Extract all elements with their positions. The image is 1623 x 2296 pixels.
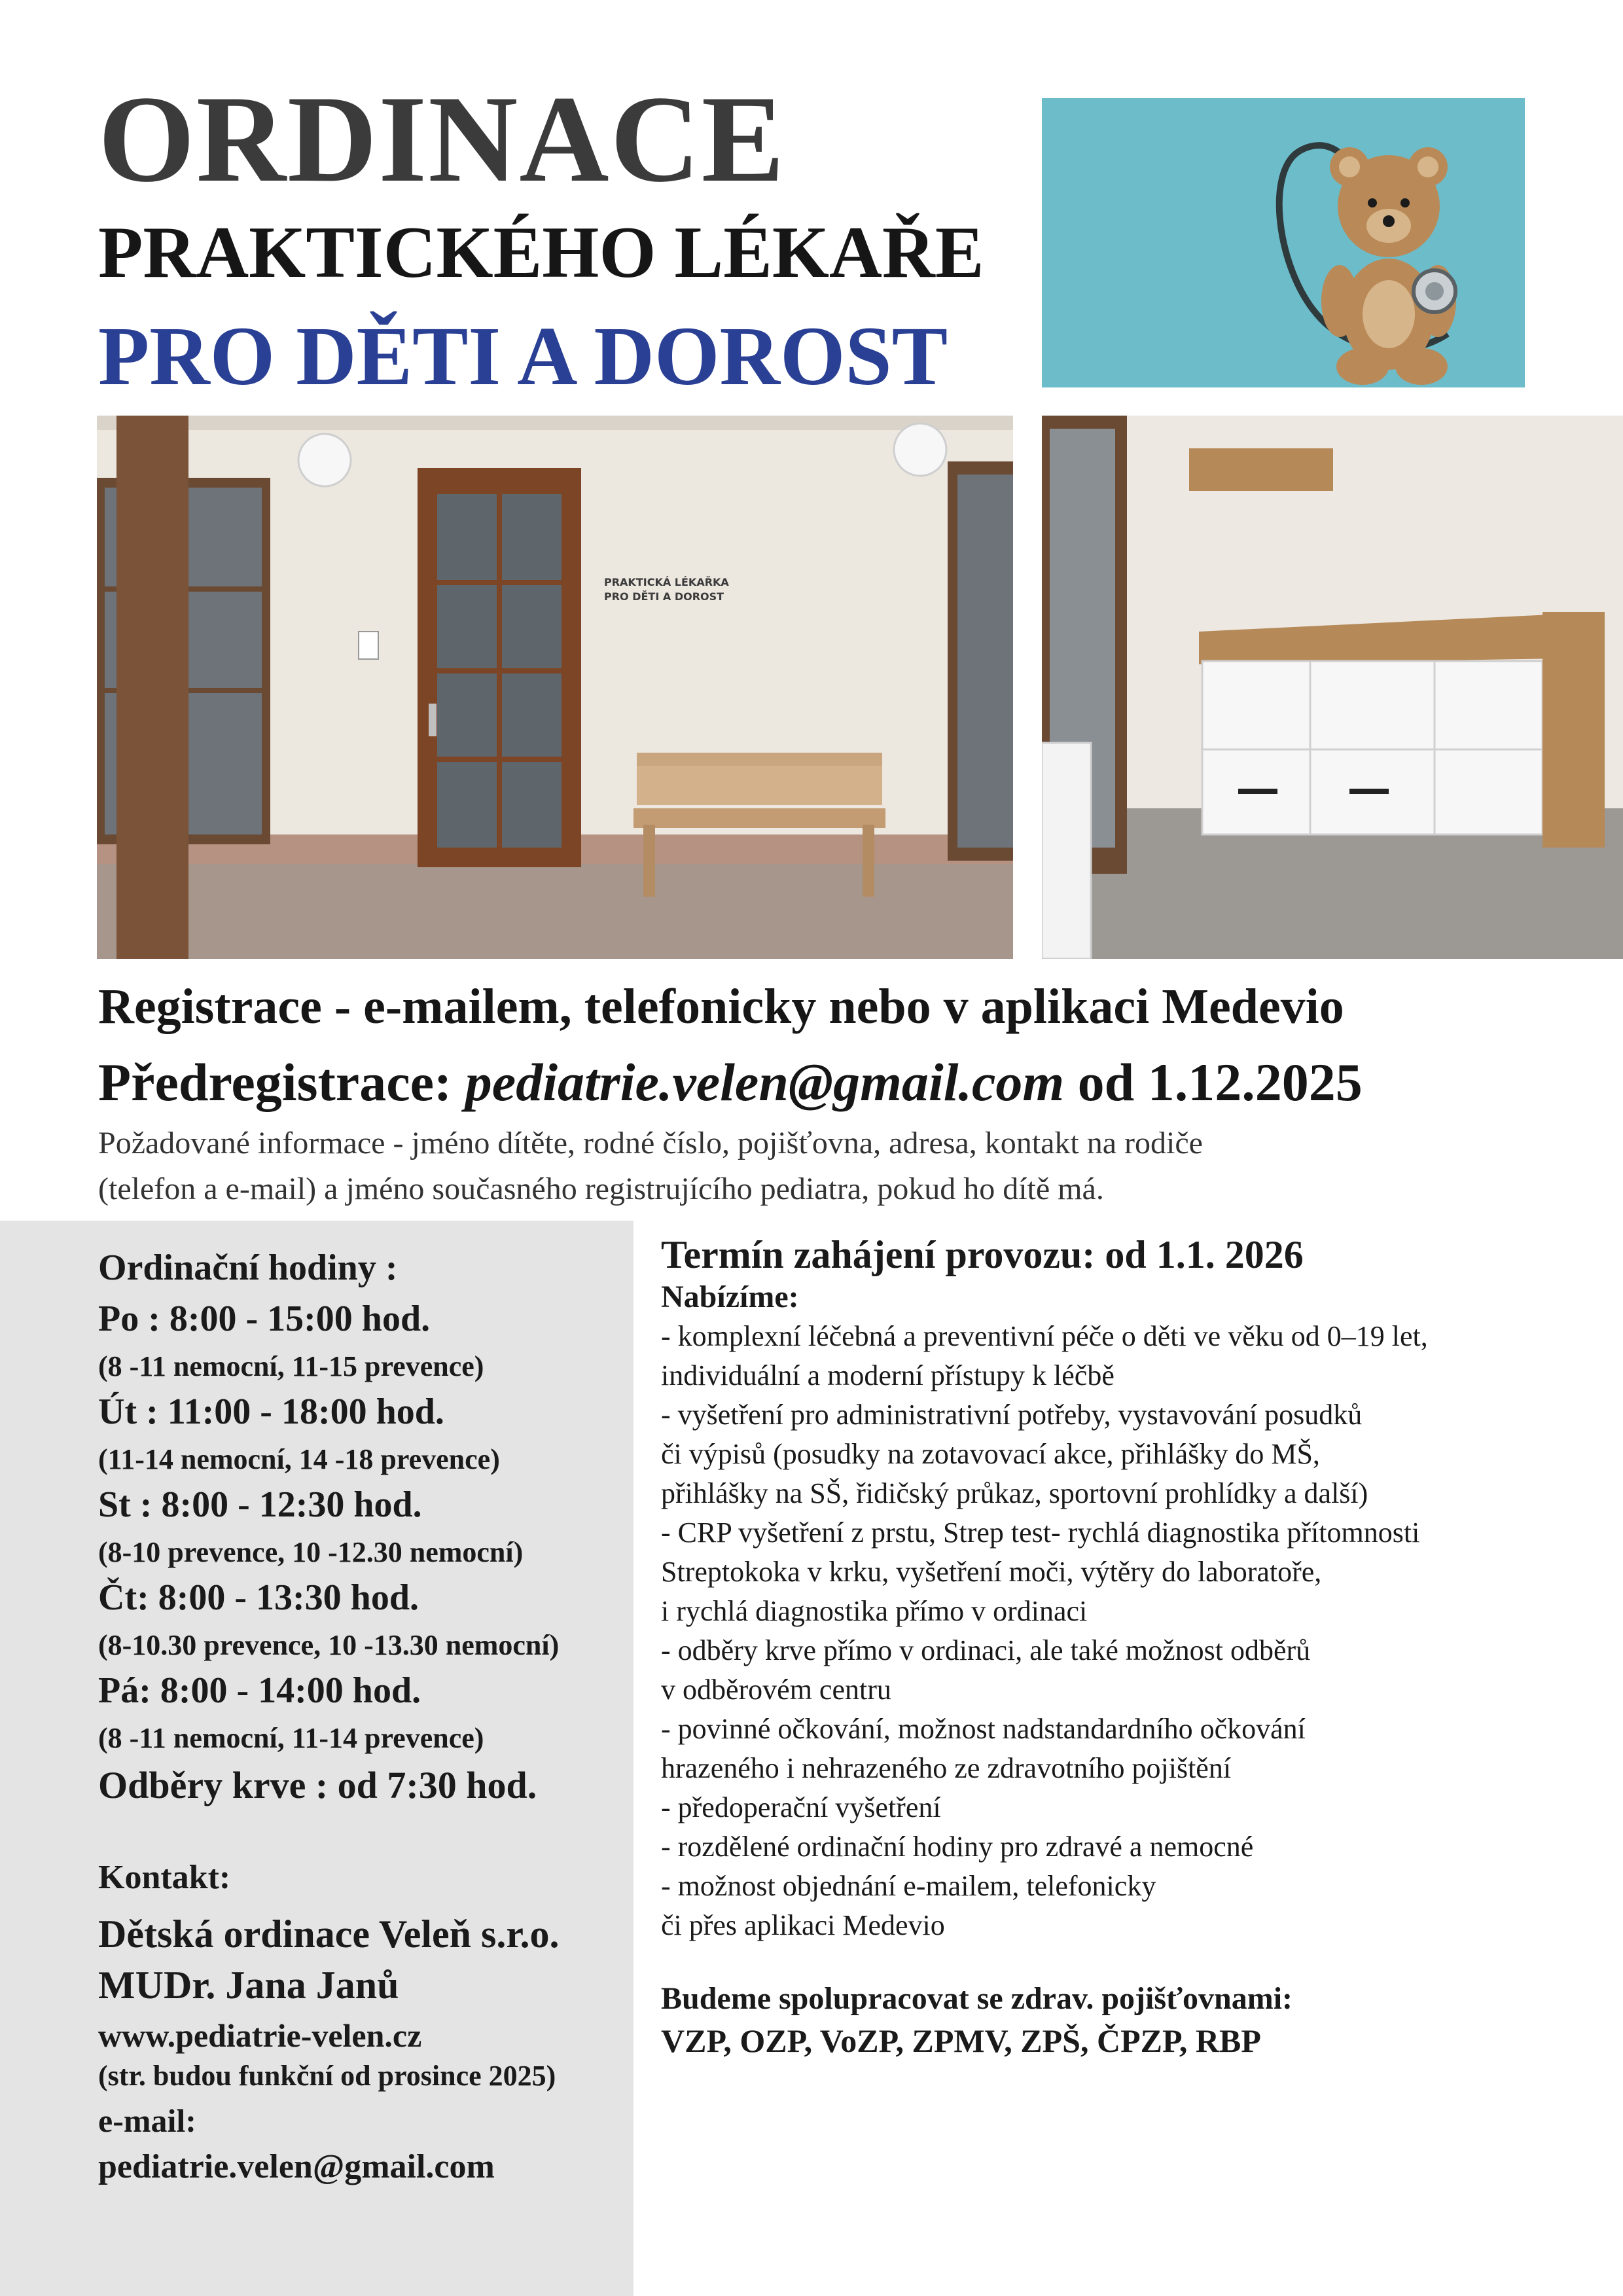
hours-note: (8 -11 nemocní, 11-14 prevence): [98, 1722, 484, 1754]
door-sign-line2: PRO DĚTI A DOROST: [604, 590, 724, 603]
start-date: Termín zahájení provozu: od 1.1. 2026: [661, 1233, 1304, 1276]
clinic-interior-illustration: [1042, 416, 1623, 959]
preregistration-label: Předregistrace:: [98, 1052, 465, 1112]
list-item: - možnost objednání e-mailem, telefonicky či přes aplikaci Medevio: [661, 1870, 1156, 1941]
list-item: - vyšetření pro administrativní potřeby, vystavování posudků či výpisů (posudky na zotavovací akce, přihlášky do MŠ, přihlášky na SŠ, řidičský průkaz, sportovní prohlídky a další): [661, 1399, 1368, 1509]
door-sign-line1: PRAKTICKÁ LÉKAŘKA: [604, 576, 729, 588]
hours-day: Po : 8:00 - 15:00 hod.: [98, 1299, 431, 1339]
contact-block: [98, 1857, 635, 2190]
contact-label: Kontakt:: [98, 1859, 231, 1896]
hours-note: (8-10.30 prevence, 10 -13.30 nemocní): [98, 1629, 560, 1661]
clinic-entrance-illustration: [97, 416, 1013, 959]
office-hours: [98, 1247, 622, 1808]
blood-draw-hours: Odběry krve : od 7:30 hod.: [98, 1764, 537, 1806]
list-item: - povinné očkování, možnost nadstandardního očkování hrazeného i nehrazeného ze zdravotního pojištění: [661, 1713, 1306, 1784]
list-item: - odběry krve přímo v ordinaci, ale také možnost odběrů v odběrovém centru: [661, 1634, 1311, 1706]
hours-row: [98, 1668, 622, 1757]
doctor-name: MUDr. Jana Janů: [98, 1964, 399, 2007]
hours-day: Čt: 8:00 - 13:30 hod.: [98, 1577, 419, 1618]
services-list: [661, 1317, 1577, 1945]
hours-note: (8-10 prevence, 10 -12.30 nemocní): [98, 1536, 524, 1568]
hours-row: [98, 1297, 622, 1386]
teddy-bear-photo: [1042, 98, 1525, 387]
hours-day: Út : 11:00 - 18:00 hod.: [98, 1391, 444, 1432]
hours-note: (8 -11 nemocní, 11-15 prevence): [98, 1350, 484, 1382]
hours-row: [98, 1575, 622, 1664]
clinic-interior-photo: [1042, 416, 1623, 959]
list-item: - CRP vyšetření z prstu, Strep test- rychlá diagnostika přítomnosti Streptokoka v krku, vyšetření moči, výtěry do laboratoře, i rychlá diagnostika přímo v ordinaci: [661, 1516, 1420, 1627]
list-item: - rozdělené ordinační hodiny pro zdravé a nemocné: [661, 1831, 1254, 1863]
preregistration-email[interactable]: pediatrie.velen@gmail.com: [465, 1052, 1065, 1112]
registration-heading: Registrace - e-mailem, telefonicky nebo v aplikaci Medevio: [98, 979, 1344, 1034]
services-block: [661, 1232, 1577, 2062]
page-subtitle-accent: PRO DĚTI A DOROST: [98, 310, 948, 403]
insurance-list: VZP, OZP, VoZP, ZPMV, ZPŠ, ČPZP, RBP: [661, 2022, 1261, 2059]
email-label: e-mail:: [98, 2102, 196, 2139]
hours-day: St : 8:00 - 12:30 hod.: [98, 1484, 422, 1525]
email-link[interactable]: pediatrie.velen@gmail.com: [98, 2148, 495, 2185]
teddy-bear-illustration: [1042, 98, 1525, 387]
clinic-entrance-photo: [97, 416, 1013, 959]
hours-day: Pá: 8:00 - 14:00 hod.: [98, 1670, 421, 1711]
insurance-heading: Budeme spolupracovat se zdrav. pojišťovnami:: [661, 1981, 1293, 2016]
page-title: ORDINACE: [98, 71, 786, 208]
company-name: Dětská ordinace Veleň s.r.o.: [98, 1912, 560, 1956]
required-info-line1: Požadované informace - jméno dítěte, rodné číslo, pojišťovna, adresa, kontakt na rodiče: [98, 1126, 1203, 1160]
required-info-line2: (telefon a e-mail) a jméno současného registrujícího pediatra, pokud ho dítě má.: [98, 1172, 1104, 1206]
website-link[interactable]: www.pediatrie-velen.cz: [98, 2017, 422, 2054]
hours-note: (11-14 nemocní, 14 -18 prevence): [98, 1443, 500, 1475]
hours-row: [98, 1482, 622, 1571]
website-note: (str. budou funkční od prosince 2025): [98, 2060, 556, 2092]
offer-label: Nabízíme:: [661, 1280, 799, 1314]
required-info: [98, 1121, 1571, 1212]
hours-row: [98, 1390, 622, 1479]
list-item: - komplexní léčebná a preventivní péče o děti ve věku od 0–19 let, individuální a moderní přístupy k léčbě: [661, 1320, 1428, 1391]
preregistration-date: od 1.12.2025: [1064, 1052, 1363, 1112]
preregistration-line: [98, 1052, 1363, 1112]
page-subtitle: PRAKTICKÉHO LÉKAŘE: [98, 212, 984, 293]
list-item: - předoperační vyšetření: [661, 1791, 941, 1823]
office-hours-heading: Ordinační hodiny :: [98, 1247, 398, 1288]
